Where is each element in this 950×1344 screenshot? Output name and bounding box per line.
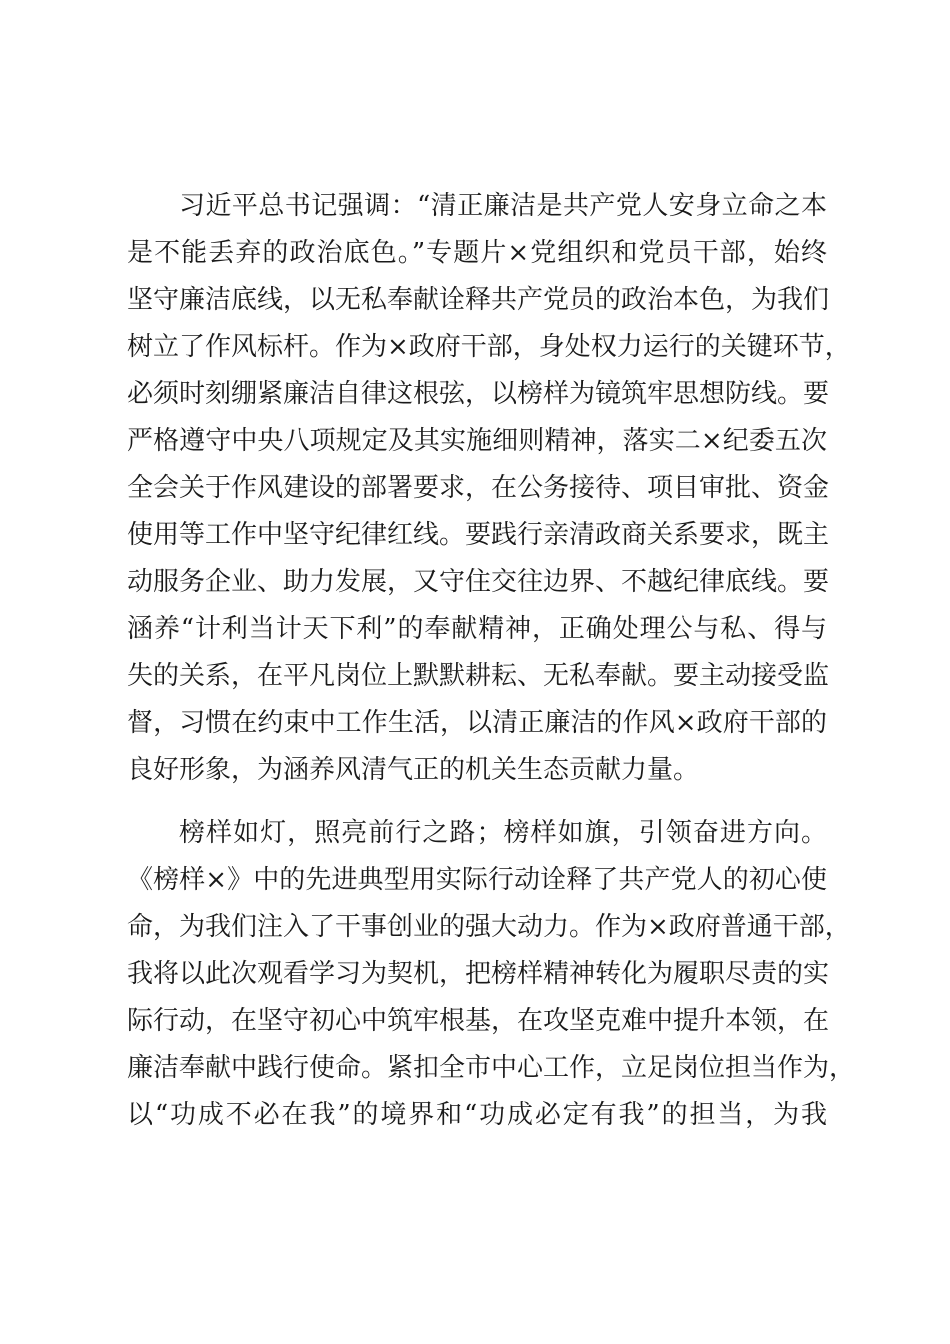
text-line: 督，习惯在约束中工作生活，以清正廉洁的作风×政府干部的 xyxy=(127,708,827,738)
text-line: 涵养“计利当计天下利”的奉献精神，正确处理公与私、得与 xyxy=(127,614,827,644)
text-line: 习近平总书记强调：“清正廉洁是共产党人安身立命之本 xyxy=(179,191,827,221)
text-line: 良好形象，为涵养风清气正的机关生态贡献力量。 xyxy=(127,755,700,785)
document-body xyxy=(127,0,856,1344)
text-line: 动服务企业、助力发展，又守住交往边界、不越纪律底线。要 xyxy=(127,567,830,597)
text-line: 使用等工作中坚守纪律红线。要践行亲清政商关系要求，既主 xyxy=(127,520,830,550)
text-line: 严格遵守中央八项规定及其实施细则精神，落实二×纪委五次 xyxy=(127,426,827,456)
text-line: 全会关于作风建设的部署要求，在公务接待、项目审批、资金 xyxy=(127,473,830,503)
text-line: 我将以此次观看学习为契机，把榜样精神转化为履职尽责的实 xyxy=(127,959,830,989)
text-line: 失的关系，在平凡岗位上默默耕耘、无私奉献。要主动接受监 xyxy=(127,661,830,691)
text-line: 坚守廉洁底线，以无私奉献诠释共产党员的政治本色，为我们 xyxy=(127,285,830,315)
text-line: 以“功成不必在我”的境界和“功成必定有我”的担当，为我 xyxy=(127,1100,827,1130)
text-line: 必须时刻绷紧廉洁自律这根弦，以榜样为镜筑牢思想防线。要 xyxy=(127,379,830,409)
text-line: 廉洁奉献中践行使命。紧扣全市中心工作，立足岗位担当作为， xyxy=(127,1053,856,1083)
text-line: 命，为我们注入了干事创业的强大动力。作为×政府普通干部， xyxy=(127,912,851,942)
text-line: 树立了作风标杆。作为×政府干部，身处权力运行的关键环节， xyxy=(127,332,851,362)
text-line: 《榜样×》中的先进典型用实际行动诠释了共产党人的初心使 xyxy=(127,865,827,895)
text-line: 是不能丢弃的政治底色。”专题片×党组织和党员干部，始终 xyxy=(127,238,827,268)
text-line: 际行动，在坚守初心中筑牢根基，在攻坚克难中提升本领，在 xyxy=(127,1006,830,1036)
text-line: 榜样如灯，照亮前行之路；榜样如旗，引领奋进方向。 xyxy=(179,818,827,848)
